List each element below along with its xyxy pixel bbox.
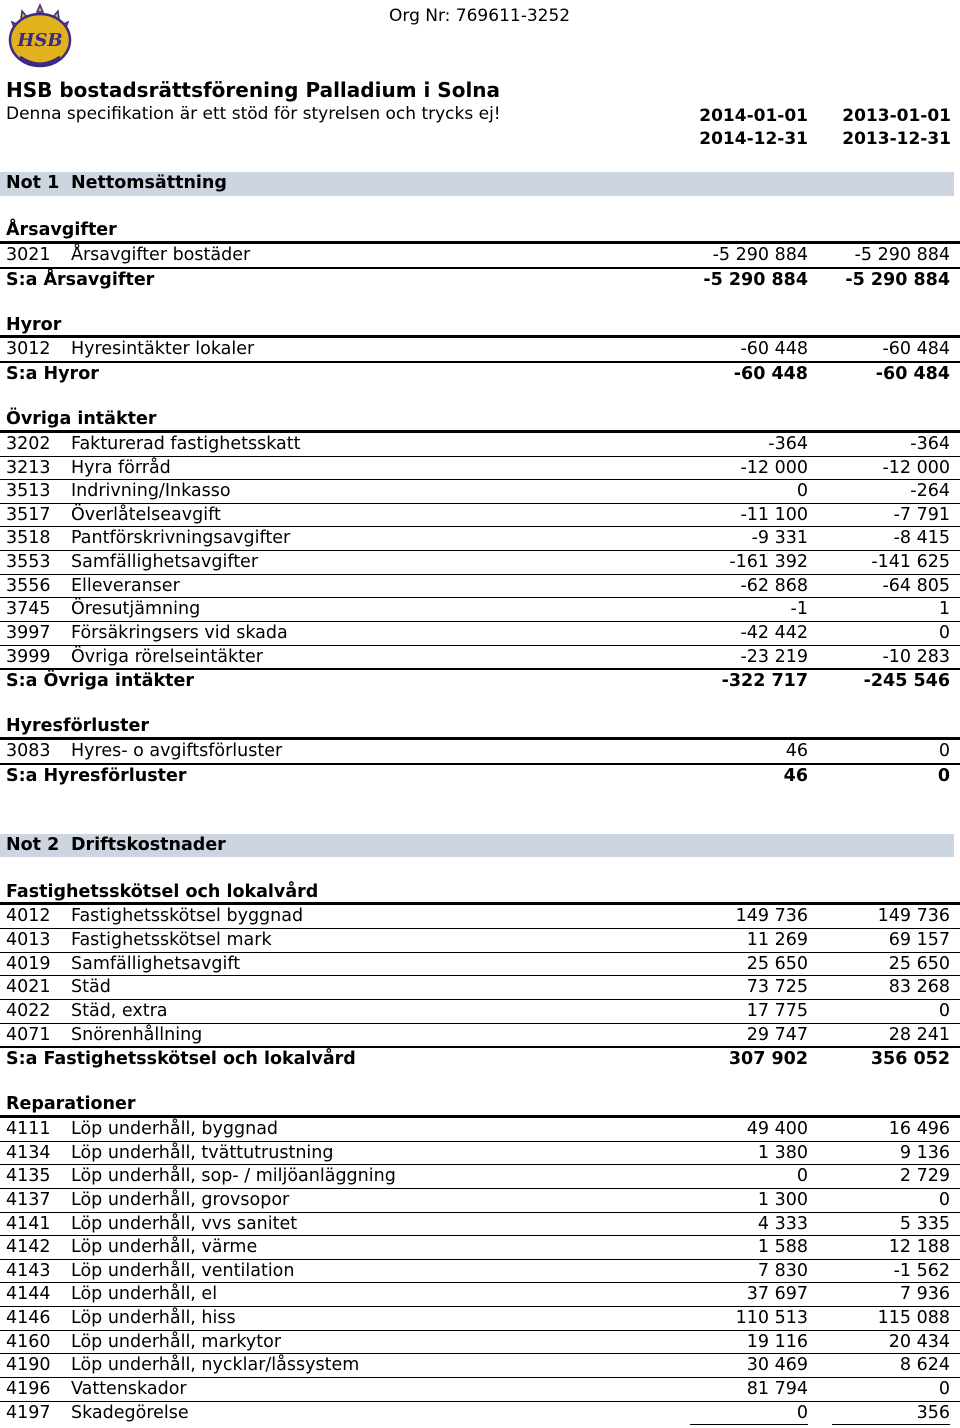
amount-current: 81 794: [690, 1378, 808, 1402]
account-code: 3513: [6, 481, 51, 502]
note-title: Driftskostnader: [71, 834, 226, 855]
account-code: 3518: [6, 528, 51, 549]
amount-current: 37 697: [690, 1283, 808, 1307]
amount-current: 17 775: [690, 1000, 808, 1024]
amount-current: 7 830: [690, 1260, 808, 1284]
account-row: [0, 1330, 960, 1354]
account-name: Samfällighetsavgift: [71, 953, 241, 974]
account-row: [0, 904, 960, 928]
account-code: 3745: [6, 599, 51, 620]
amount-previous: -264: [832, 480, 950, 504]
group-label: Årsavgifter: [6, 220, 117, 241]
amount-previous: -64 805: [832, 575, 950, 599]
account-code: 4196: [6, 1378, 51, 1399]
amount-previous: -141 625: [832, 551, 950, 575]
account-name: Skadegörelse: [71, 1402, 189, 1423]
account-code: 4137: [6, 1189, 51, 1210]
period-previous-start: 2013-01-01: [842, 106, 951, 126]
account-row: [0, 526, 960, 550]
account-code: 4146: [6, 1308, 51, 1328]
subtotal-row: [0, 267, 960, 291]
subtotal-current: 307 902: [728, 1049, 808, 1070]
period-current: [668, 104, 808, 150]
amount-previous: -12 000: [832, 457, 950, 481]
group-label: Fastighetsskötsel och lokalvård: [6, 881, 319, 902]
account-name: Löp underhåll, grovsopor: [71, 1189, 290, 1210]
subtotal-label: S:a Årsavgifter: [6, 269, 155, 290]
amount-current: -60 448: [690, 338, 808, 362]
account-name: Hyra förråd: [71, 457, 171, 478]
account-row: [0, 975, 960, 999]
amount-current: 46: [690, 740, 808, 764]
account-row: [0, 1212, 960, 1236]
subtotal-label: S:a Övriga intäkter: [6, 671, 194, 692]
account-row: [0, 432, 960, 456]
amount-current: -9 331: [690, 527, 808, 551]
account-row: [0, 1164, 960, 1188]
account-row: [0, 1401, 960, 1425]
account-name: Löp underhåll, hiss: [71, 1308, 236, 1328]
amount-current: -5 290 884: [690, 244, 808, 268]
account-name: Fastighetsskötsel byggnad: [71, 906, 304, 927]
group-label: Hyror: [6, 314, 62, 335]
amount-previous: 0: [832, 622, 950, 646]
amount-previous: -7 791: [832, 504, 950, 528]
spacer-row: [0, 290, 960, 314]
account-code: 4019: [6, 953, 51, 974]
period-current-start: 2014-01-01: [699, 106, 808, 126]
spacer-row: [0, 385, 960, 409]
account-name: Hyresintäkter lokaler: [71, 339, 255, 360]
account-code: 3083: [6, 741, 51, 761]
amount-current: -12 000: [690, 457, 808, 481]
amount-previous: 16 496: [832, 1118, 950, 1142]
amount-previous: 149 736: [832, 905, 950, 929]
account-name: Löp underhåll, vvs sanitet: [71, 1213, 298, 1234]
amount-previous: 356: [832, 1402, 950, 1426]
svg-text:HSB: HSB: [17, 30, 63, 51]
account-row: [0, 739, 960, 763]
subtotal-row: [0, 1046, 960, 1070]
subtotal-label: S:a Hyresförluster: [6, 765, 187, 786]
account-row: [0, 243, 960, 267]
account-name: Övriga rörelseintäkter: [71, 646, 263, 667]
amount-current: 25 650: [690, 953, 808, 977]
account-name: Försäkringsers vid skada: [71, 622, 288, 643]
period-current-end: 2014-12-31: [699, 129, 808, 149]
account-name: Samfällighetsavgifter: [71, 552, 259, 572]
group-heading: [0, 314, 960, 338]
amount-current: 30 469: [690, 1354, 808, 1378]
account-code: 4021: [6, 977, 51, 998]
account-code: 4190: [6, 1355, 51, 1376]
account-code: 3999: [6, 646, 51, 667]
account-row: [0, 928, 960, 952]
amount-previous: -8 415: [832, 527, 950, 551]
amount-current: -42 442: [690, 622, 808, 646]
subtotal-label: S:a Fastighetsskötsel och lokalvård: [6, 1049, 356, 1070]
account-row: [0, 1282, 960, 1306]
amount-previous: 69 157: [832, 929, 950, 953]
account-name: Fastighetsskötsel mark: [71, 930, 272, 950]
account-name: Elleveranser: [71, 575, 180, 596]
amount-current: 49 400: [690, 1118, 808, 1142]
account-code: 4143: [6, 1260, 51, 1281]
account-code: 4071: [6, 1024, 51, 1045]
account-code: 3021: [6, 244, 51, 265]
document-title: HSB bostadsrättsförening Palladium i Solna: [6, 78, 501, 102]
subtotal-current: -5 290 884: [703, 269, 808, 290]
account-row: [0, 1259, 960, 1283]
account-row: [0, 1306, 960, 1330]
account-code: 4160: [6, 1331, 51, 1352]
amount-previous: 1: [832, 598, 950, 622]
account-code: 3012: [6, 339, 51, 360]
period-previous: [811, 104, 951, 150]
account-name: Löp underhåll, sop- / miljöanläggning: [71, 1166, 396, 1187]
amount-current: 4 333: [690, 1213, 808, 1237]
account-code: 4144: [6, 1284, 51, 1305]
subtotal-row: [0, 668, 960, 692]
account-code: 3213: [6, 457, 51, 478]
account-code: 4141: [6, 1213, 51, 1234]
amount-current: 19 116: [690, 1331, 808, 1355]
account-row: [0, 574, 960, 598]
subtotal-row: [0, 763, 960, 787]
account-row: [0, 1188, 960, 1212]
amount-previous: 25 650: [832, 953, 950, 977]
amount-previous: 12 188: [832, 1236, 950, 1260]
subtotal-previous: -245 546: [863, 671, 950, 692]
note-number: Not 2: [6, 834, 60, 855]
account-code: 3202: [6, 433, 51, 454]
amount-previous: 9 136: [832, 1142, 950, 1166]
amount-current: 73 725: [690, 976, 808, 1000]
group-heading: [0, 881, 960, 905]
amount-current: 1 588: [690, 1236, 808, 1260]
amount-current: 1 300: [690, 1189, 808, 1213]
account-row: [0, 1023, 960, 1047]
amount-current: 0: [690, 480, 808, 504]
account-row: [0, 1235, 960, 1259]
specification-table: [0, 172, 960, 1424]
account-row: [0, 1117, 960, 1141]
note-header: [0, 834, 954, 858]
group-label: Övriga intäkter: [6, 409, 157, 430]
subtotal-current: -322 717: [721, 671, 808, 692]
account-name: Löp underhåll, markytor: [71, 1331, 282, 1352]
account-name: Städ: [71, 977, 111, 998]
note-header: [0, 172, 954, 196]
note-number: Not 1: [6, 173, 60, 193]
amount-current: -161 392: [690, 551, 808, 575]
amount-current: -23 219: [690, 646, 808, 670]
account-name: Årsavgifter bostäder: [71, 244, 251, 265]
amount-previous: 115 088: [832, 1307, 950, 1331]
document-subtitle: Denna specifikation är ett stöd för styrelsen och trycks ej!: [6, 104, 501, 124]
amount-previous: 0: [832, 1189, 950, 1213]
amount-previous: 5 335: [832, 1213, 950, 1237]
subtotal-previous: 356 052: [870, 1049, 950, 1070]
account-name: Fakturerad fastighetsskatt: [71, 433, 301, 454]
amount-previous: -10 283: [832, 646, 950, 670]
account-name: Öresutjämning: [71, 599, 201, 620]
account-row: [0, 1353, 960, 1377]
amount-current: 1 380: [690, 1142, 808, 1166]
subtotal-label: S:a Hyror: [6, 364, 99, 384]
org-number: Org Nr: 769611-3252: [389, 6, 571, 26]
spacer-row: [0, 196, 960, 220]
spacer-row: [0, 810, 960, 834]
amount-previous: 20 434: [832, 1331, 950, 1355]
account-code: 4022: [6, 1000, 51, 1021]
subtotal-row: [0, 361, 960, 385]
amount-previous: 83 268: [832, 976, 950, 1000]
account-code: 4197: [6, 1402, 51, 1423]
amount-previous: 8 624: [832, 1354, 950, 1378]
amount-current: 149 736: [690, 905, 808, 929]
account-code: 3556: [6, 575, 51, 596]
account-row: [0, 503, 960, 527]
hsb-logo: [2, 2, 78, 72]
amount-previous: 0: [832, 1000, 950, 1024]
account-row: [0, 337, 960, 361]
account-code: 4013: [6, 930, 51, 950]
account-code: 4142: [6, 1237, 51, 1258]
amount-previous: -364: [832, 433, 950, 457]
account-code: 4135: [6, 1166, 51, 1187]
amount-current: 11 269: [690, 929, 808, 953]
subtotal-previous: -60 484: [875, 364, 950, 384]
account-name: Löp underhåll, nycklar/låssystem: [71, 1355, 360, 1376]
amount-current: 110 513: [690, 1307, 808, 1331]
group-heading: [0, 715, 960, 739]
subtotal-current: -60 448: [733, 364, 808, 384]
account-code: 4012: [6, 906, 51, 927]
account-name: Löp underhåll, tvättutrustning: [71, 1142, 334, 1163]
spacer-row: [0, 857, 960, 881]
note-title: Nettomsättning: [71, 173, 227, 193]
group-label: Hyresförluster: [6, 716, 149, 737]
group-label: Reparationer: [6, 1094, 136, 1115]
amount-previous: -5 290 884: [832, 244, 950, 268]
group-heading: [0, 219, 960, 243]
amount-current: -364: [690, 433, 808, 457]
account-name: Löp underhåll, byggnad: [71, 1119, 279, 1139]
account-row: [0, 952, 960, 976]
subtotal-previous: 0: [937, 765, 950, 786]
account-name: Hyres- o avgiftsförluster: [71, 741, 283, 761]
account-name: Städ, extra: [71, 1000, 168, 1021]
spacer-row: [0, 786, 960, 810]
account-code: 3517: [6, 504, 51, 525]
account-row: [0, 621, 960, 645]
account-code: 4134: [6, 1142, 51, 1163]
group-heading: [0, 1093, 960, 1117]
period-previous-end: 2013-12-31: [842, 129, 951, 149]
account-row: [0, 550, 960, 574]
amount-current: 0: [690, 1402, 808, 1426]
amount-current: -11 100: [690, 504, 808, 528]
account-code: 3997: [6, 622, 51, 643]
account-code: 3553: [6, 552, 51, 572]
amount-previous: -60 484: [832, 338, 950, 362]
account-name: Löp underhåll, el: [71, 1284, 218, 1305]
subtotal-previous: -5 290 884: [845, 269, 950, 290]
amount-current: 29 747: [690, 1024, 808, 1048]
amount-previous: -1 562: [832, 1260, 950, 1284]
amount-current: 0: [690, 1165, 808, 1189]
account-row: [0, 1141, 960, 1165]
account-name: Löp underhåll, ventilation: [71, 1260, 295, 1281]
account-row: [0, 1377, 960, 1401]
spacer-row: [0, 1070, 960, 1094]
amount-current: -62 868: [690, 575, 808, 599]
account-name: Snörenhållning: [71, 1024, 203, 1045]
account-row: [0, 597, 960, 621]
account-name: Löp underhåll, värme: [71, 1237, 258, 1258]
account-row: [0, 479, 960, 503]
account-name: Vattenskador: [71, 1378, 187, 1399]
account-name: Pantförskrivningsavgifter: [71, 528, 291, 549]
amount-previous: 7 936: [832, 1283, 950, 1307]
account-row: [0, 999, 960, 1023]
amount-previous: 0: [832, 740, 950, 764]
spacer-row: [0, 692, 960, 716]
amount-previous: 28 241: [832, 1024, 950, 1048]
amount-current: -1: [690, 598, 808, 622]
group-heading: [0, 408, 960, 432]
account-row: [0, 645, 960, 669]
account-row: [0, 456, 960, 480]
account-code: 4111: [6, 1119, 51, 1139]
account-name: Indrivning/Inkasso: [71, 481, 231, 502]
account-name: Överlåtelseavgift: [71, 504, 221, 525]
subtotal-current: 46: [783, 765, 808, 786]
amount-previous: 2 729: [832, 1165, 950, 1189]
amount-previous: 0: [832, 1378, 950, 1402]
